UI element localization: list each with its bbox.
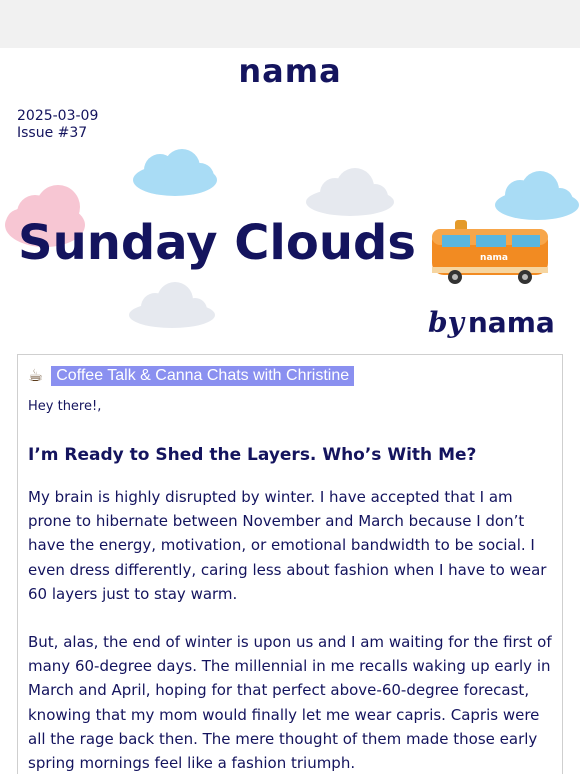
blue-cloud-right-icon	[495, 171, 579, 220]
nama-logo[interactable]: nama	[238, 52, 342, 90]
article-paragraph: But, alas, the end of winter is upon us and I am waiting for the first of many 60-degree days. The millennial in me recalls waking up early in March and April, hoping for that perfect above-60-degree forecast, knowing that my mom would finally let me wear capris. Capris were all the rage back then. The mere thought of them made those early spring mornings feel like a fashion triumph.	[28, 633, 552, 773]
van-icon	[432, 220, 548, 284]
article-paragraph: My brain is highly disrupted by winter. I have accepted that I am prone to hibernate between November and March because I don’t have the energy, motivation, or emotional bandwidth to be social. I even dress differently, caring less about fashion when I have to wear 60 layers just to stay warm.	[28, 488, 547, 603]
series-row	[28, 365, 354, 387]
issue-date: 2025-03-09	[17, 108, 99, 124]
blue-cloud-icon	[133, 149, 217, 196]
white-cloud-icon	[306, 168, 394, 216]
top-bar	[0, 0, 580, 48]
coffee-cup-icon: ☕	[28, 366, 44, 386]
van-label: nama	[480, 253, 508, 263]
byline	[428, 306, 555, 339]
byline-name: nama	[467, 306, 555, 339]
hero-title: Sunday Clouds	[18, 215, 416, 271]
article-headline: I’m Ready to Shed the Layers. Who’s With Me?	[28, 445, 477, 465]
issue-meta	[17, 108, 98, 142]
series-title: Coffee Talk & Canna Chats with Christine	[51, 366, 354, 386]
greeting: Hey there!,	[28, 399, 102, 414]
white-cloud-bottom-icon	[129, 282, 215, 328]
byline-by: by	[428, 306, 464, 339]
article-body	[28, 485, 556, 774]
issue-number: Issue #37	[17, 125, 88, 141]
article-card	[17, 354, 563, 774]
